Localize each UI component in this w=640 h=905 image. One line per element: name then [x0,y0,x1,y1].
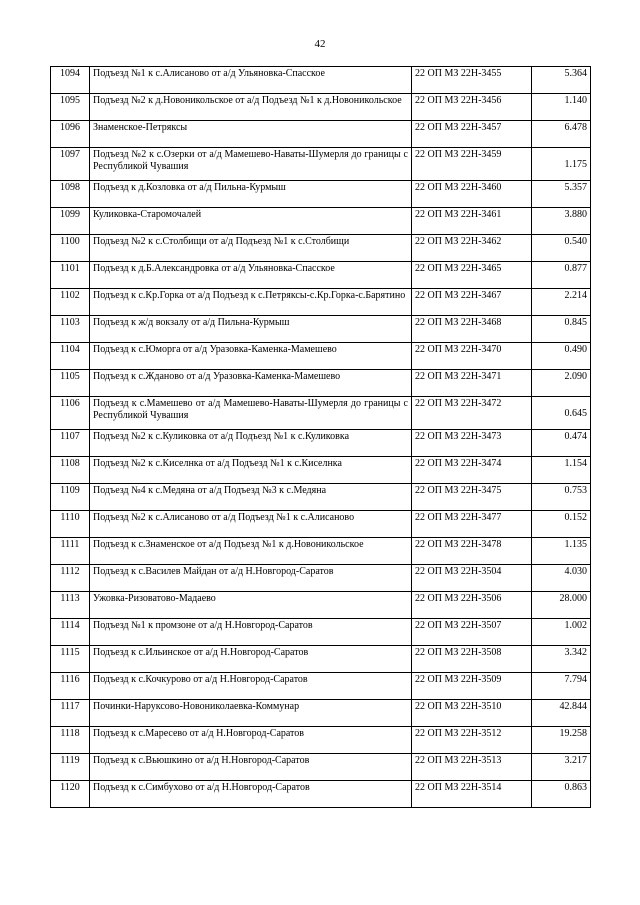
row-number-cell: 1112 [51,565,90,592]
road-code-cell: 22 ОП МЗ 22Н-3472 [412,397,532,430]
road-name-cell: Подъезд №2 к с.Озерки от а/д Мамешево-Наваты-Шумерля до границы с Республикой Чувашия [90,148,412,181]
road-length-cell: 0.877 [532,262,591,289]
row-number-cell: 1110 [51,511,90,538]
road-code-cell: 22 ОП МЗ 22Н-3462 [412,235,532,262]
road-code-cell: 22 ОП МЗ 22Н-3508 [412,646,532,673]
road-name-cell: Ужовка-Ризоватово-Мадаево [90,592,412,619]
road-code-cell: 22 ОП МЗ 22Н-3459 [412,148,532,181]
table-row [51,619,591,646]
road-code-cell: 22 ОП МЗ 22Н-3468 [412,316,532,343]
table-row [51,235,591,262]
road-length-cell: 0.753 [532,484,591,511]
road-length-cell: 6.478 [532,121,591,148]
road-length-cell: 1.154 [532,457,591,484]
road-code-cell: 22 ОП МЗ 22Н-3510 [412,700,532,727]
table-row [51,316,591,343]
road-length-cell: 7.794 [532,673,591,700]
road-code-cell: 22 ОП МЗ 22Н-3467 [412,289,532,316]
table-row [51,781,591,808]
road-code-cell: 22 ОП МЗ 22Н-3456 [412,94,532,121]
road-name-cell: Подъезд к с.Ильинское от а/д Н.Новгород-Саратов [90,646,412,673]
table-row [51,289,591,316]
road-code-cell: 22 ОП МЗ 22Н-3504 [412,565,532,592]
table-row [51,370,591,397]
table-row [51,67,591,94]
road-code-cell: 22 ОП МЗ 22Н-3475 [412,484,532,511]
road-length-cell: 19.258 [532,727,591,754]
road-name-cell: Подъезд к с.Маресево от а/д Н.Новгород-Саратов [90,727,412,754]
road-name-cell: Подъезд к с.Мамешево от а/д Мамешево-Наваты-Шумерля до границы с Республикой Чувашия [90,397,412,430]
road-name-cell: Подъезд к д.Б.Александровка от а/д Ульяновка-Спасское [90,262,412,289]
table-row [51,565,591,592]
roads-table [50,66,591,808]
table-row [51,538,591,565]
table-row [51,646,591,673]
road-code-cell: 22 ОП МЗ 22Н-3513 [412,754,532,781]
road-name-cell: Подъезд к с.Знаменское от а/д Подъезд №1 к д.Новоникольское [90,538,412,565]
road-length-cell: 3.880 [532,208,591,235]
road-name-cell: Подъезд к с.Жданово от а/д Уразовка-Каменка-Мамешево [90,370,412,397]
road-name-cell: Подъезд №1 к с.Алисаново от а/д Ульяновка-Спасское [90,67,412,94]
road-code-cell: 22 ОП МЗ 22Н-3478 [412,538,532,565]
row-number-cell: 1095 [51,94,90,121]
road-length-cell: 0.863 [532,781,591,808]
row-number-cell: 1102 [51,289,90,316]
road-length-cell: 3.342 [532,646,591,673]
table-row [51,727,591,754]
road-length-cell: 0.152 [532,511,591,538]
road-name-cell: Подъезд к с.Юморга от а/д Уразовка-Каменка-Мамешево [90,343,412,370]
road-name-cell: Подъезд к с.Кочкурово от а/д Н.Новгород-Саратов [90,673,412,700]
table-row [51,430,591,457]
row-number-cell: 1111 [51,538,90,565]
road-length-cell: 3.217 [532,754,591,781]
row-number-cell: 1094 [51,67,90,94]
table-row [51,673,591,700]
road-length-cell: 4.030 [532,565,591,592]
road-length-cell: 0.540 [532,235,591,262]
row-number-cell: 1117 [51,700,90,727]
row-number-cell: 1115 [51,646,90,673]
row-number-cell: 1098 [51,181,90,208]
road-code-cell: 22 ОП МЗ 22Н-3512 [412,727,532,754]
road-length-cell: 1.135 [532,538,591,565]
road-length-cell: 5.364 [532,67,591,94]
row-number-cell: 1108 [51,457,90,484]
road-length-cell: 1.175 [532,148,591,181]
road-name-cell: Подъезд №2 к с.Столбищи от а/д Подъезд №1 к с.Столбищи [90,235,412,262]
table-row [51,148,591,181]
road-name-cell: Подъезд к с.Вьюшкино от а/д Н.Новгород-Саратов [90,754,412,781]
row-number-cell: 1120 [51,781,90,808]
road-name-cell: Подъезд к ж/д вокзалу от а/д Пильна-Курмыш [90,316,412,343]
road-length-cell: 1.140 [532,94,591,121]
row-number-cell: 1107 [51,430,90,457]
table-row [51,592,591,619]
row-number-cell: 1100 [51,235,90,262]
row-number-cell: 1114 [51,619,90,646]
road-code-cell: 22 ОП МЗ 22Н-3509 [412,673,532,700]
road-code-cell: 22 ОП МЗ 22Н-3471 [412,370,532,397]
row-number-cell: 1101 [51,262,90,289]
row-number-cell: 1118 [51,727,90,754]
road-name-cell: Подъезд к с.Василев Майдан от а/д Н.Новгород-Саратов [90,565,412,592]
row-number-cell: 1104 [51,343,90,370]
page-number: 42 [314,38,326,50]
road-code-cell: 22 ОП МЗ 22Н-3474 [412,457,532,484]
road-code-cell: 22 ОП МЗ 22Н-3473 [412,430,532,457]
road-code-cell: 22 ОП МЗ 22Н-3455 [412,67,532,94]
road-code-cell: 22 ОП МЗ 22Н-3507 [412,619,532,646]
table-row [51,511,591,538]
road-name-cell: Подъезд к с.Симбухово от а/д Н.Новгород-Саратов [90,781,412,808]
road-length-cell: 5.357 [532,181,591,208]
table-row [51,121,591,148]
road-name-cell: Знаменское-Петряксы [90,121,412,148]
row-number-cell: 1119 [51,754,90,781]
road-name-cell: Подъезд к с.Кр.Горка от а/д Подъезд к с.Петряксы-с.Кр.Горка-с.Барятино [90,289,412,316]
road-name-cell: Подъезд №2 к с.Алисаново от а/д Подъезд №1 к с.Алисаново [90,511,412,538]
row-number-cell: 1097 [51,148,90,181]
road-length-cell: 28.000 [532,592,591,619]
road-length-cell: 42.844 [532,700,591,727]
road-length-cell: 2.090 [532,370,591,397]
roads-table-body [51,67,591,808]
road-name-cell: Починки-Наруксово-Новониколаевка-Коммунар [90,700,412,727]
table-row [51,343,591,370]
table-row [51,94,591,121]
road-length-cell: 0.645 [532,397,591,430]
road-name-cell: Подъезд к д.Козловка от а/д Пильна-Курмыш [90,181,412,208]
table-row [51,262,591,289]
road-code-cell: 22 ОП МЗ 22Н-3461 [412,208,532,235]
table-row [51,397,591,430]
row-number-cell: 1105 [51,370,90,397]
row-number-cell: 1103 [51,316,90,343]
road-code-cell: 22 ОП МЗ 22Н-3457 [412,121,532,148]
table-row [51,754,591,781]
road-code-cell: 22 ОП МЗ 22Н-3477 [412,511,532,538]
row-number-cell: 1109 [51,484,90,511]
row-number-cell: 1099 [51,208,90,235]
road-code-cell: 22 ОП МЗ 22Н-3514 [412,781,532,808]
table-row [51,457,591,484]
road-name-cell: Подъезд №1 к промзоне от а/д Н.Новгород-Саратов [90,619,412,646]
road-length-cell: 1.002 [532,619,591,646]
road-name-cell: Подъезд №4 к с.Медяна от а/д Подъезд №3 к с.Медяна [90,484,412,511]
road-name-cell: Подъезд №2 к д.Новоникольское от а/д Подъезд №1 к д.Новоникольское [90,94,412,121]
road-length-cell: 0.474 [532,430,591,457]
table-row [51,484,591,511]
road-name-cell: Подъезд №2 к с.Куликовка от а/д Подъезд №1 к с.Куликовка [90,430,412,457]
road-name-cell: Подъезд №2 к с.Киселнка от а/д Подъезд №1 к с.Киселнка [90,457,412,484]
road-length-cell: 0.845 [532,316,591,343]
road-code-cell: 22 ОП МЗ 22Н-3470 [412,343,532,370]
road-name-cell: Куликовка-Старомочалей [90,208,412,235]
road-length-cell: 0.490 [532,343,591,370]
road-code-cell: 22 ОП МЗ 22Н-3506 [412,592,532,619]
row-number-cell: 1096 [51,121,90,148]
road-code-cell: 22 ОП МЗ 22Н-3460 [412,181,532,208]
row-number-cell: 1113 [51,592,90,619]
table-row [51,208,591,235]
road-code-cell: 22 ОП МЗ 22Н-3465 [412,262,532,289]
table-row [51,700,591,727]
row-number-cell: 1116 [51,673,90,700]
table-row [51,181,591,208]
road-length-cell: 2.214 [532,289,591,316]
row-number-cell: 1106 [51,397,90,430]
